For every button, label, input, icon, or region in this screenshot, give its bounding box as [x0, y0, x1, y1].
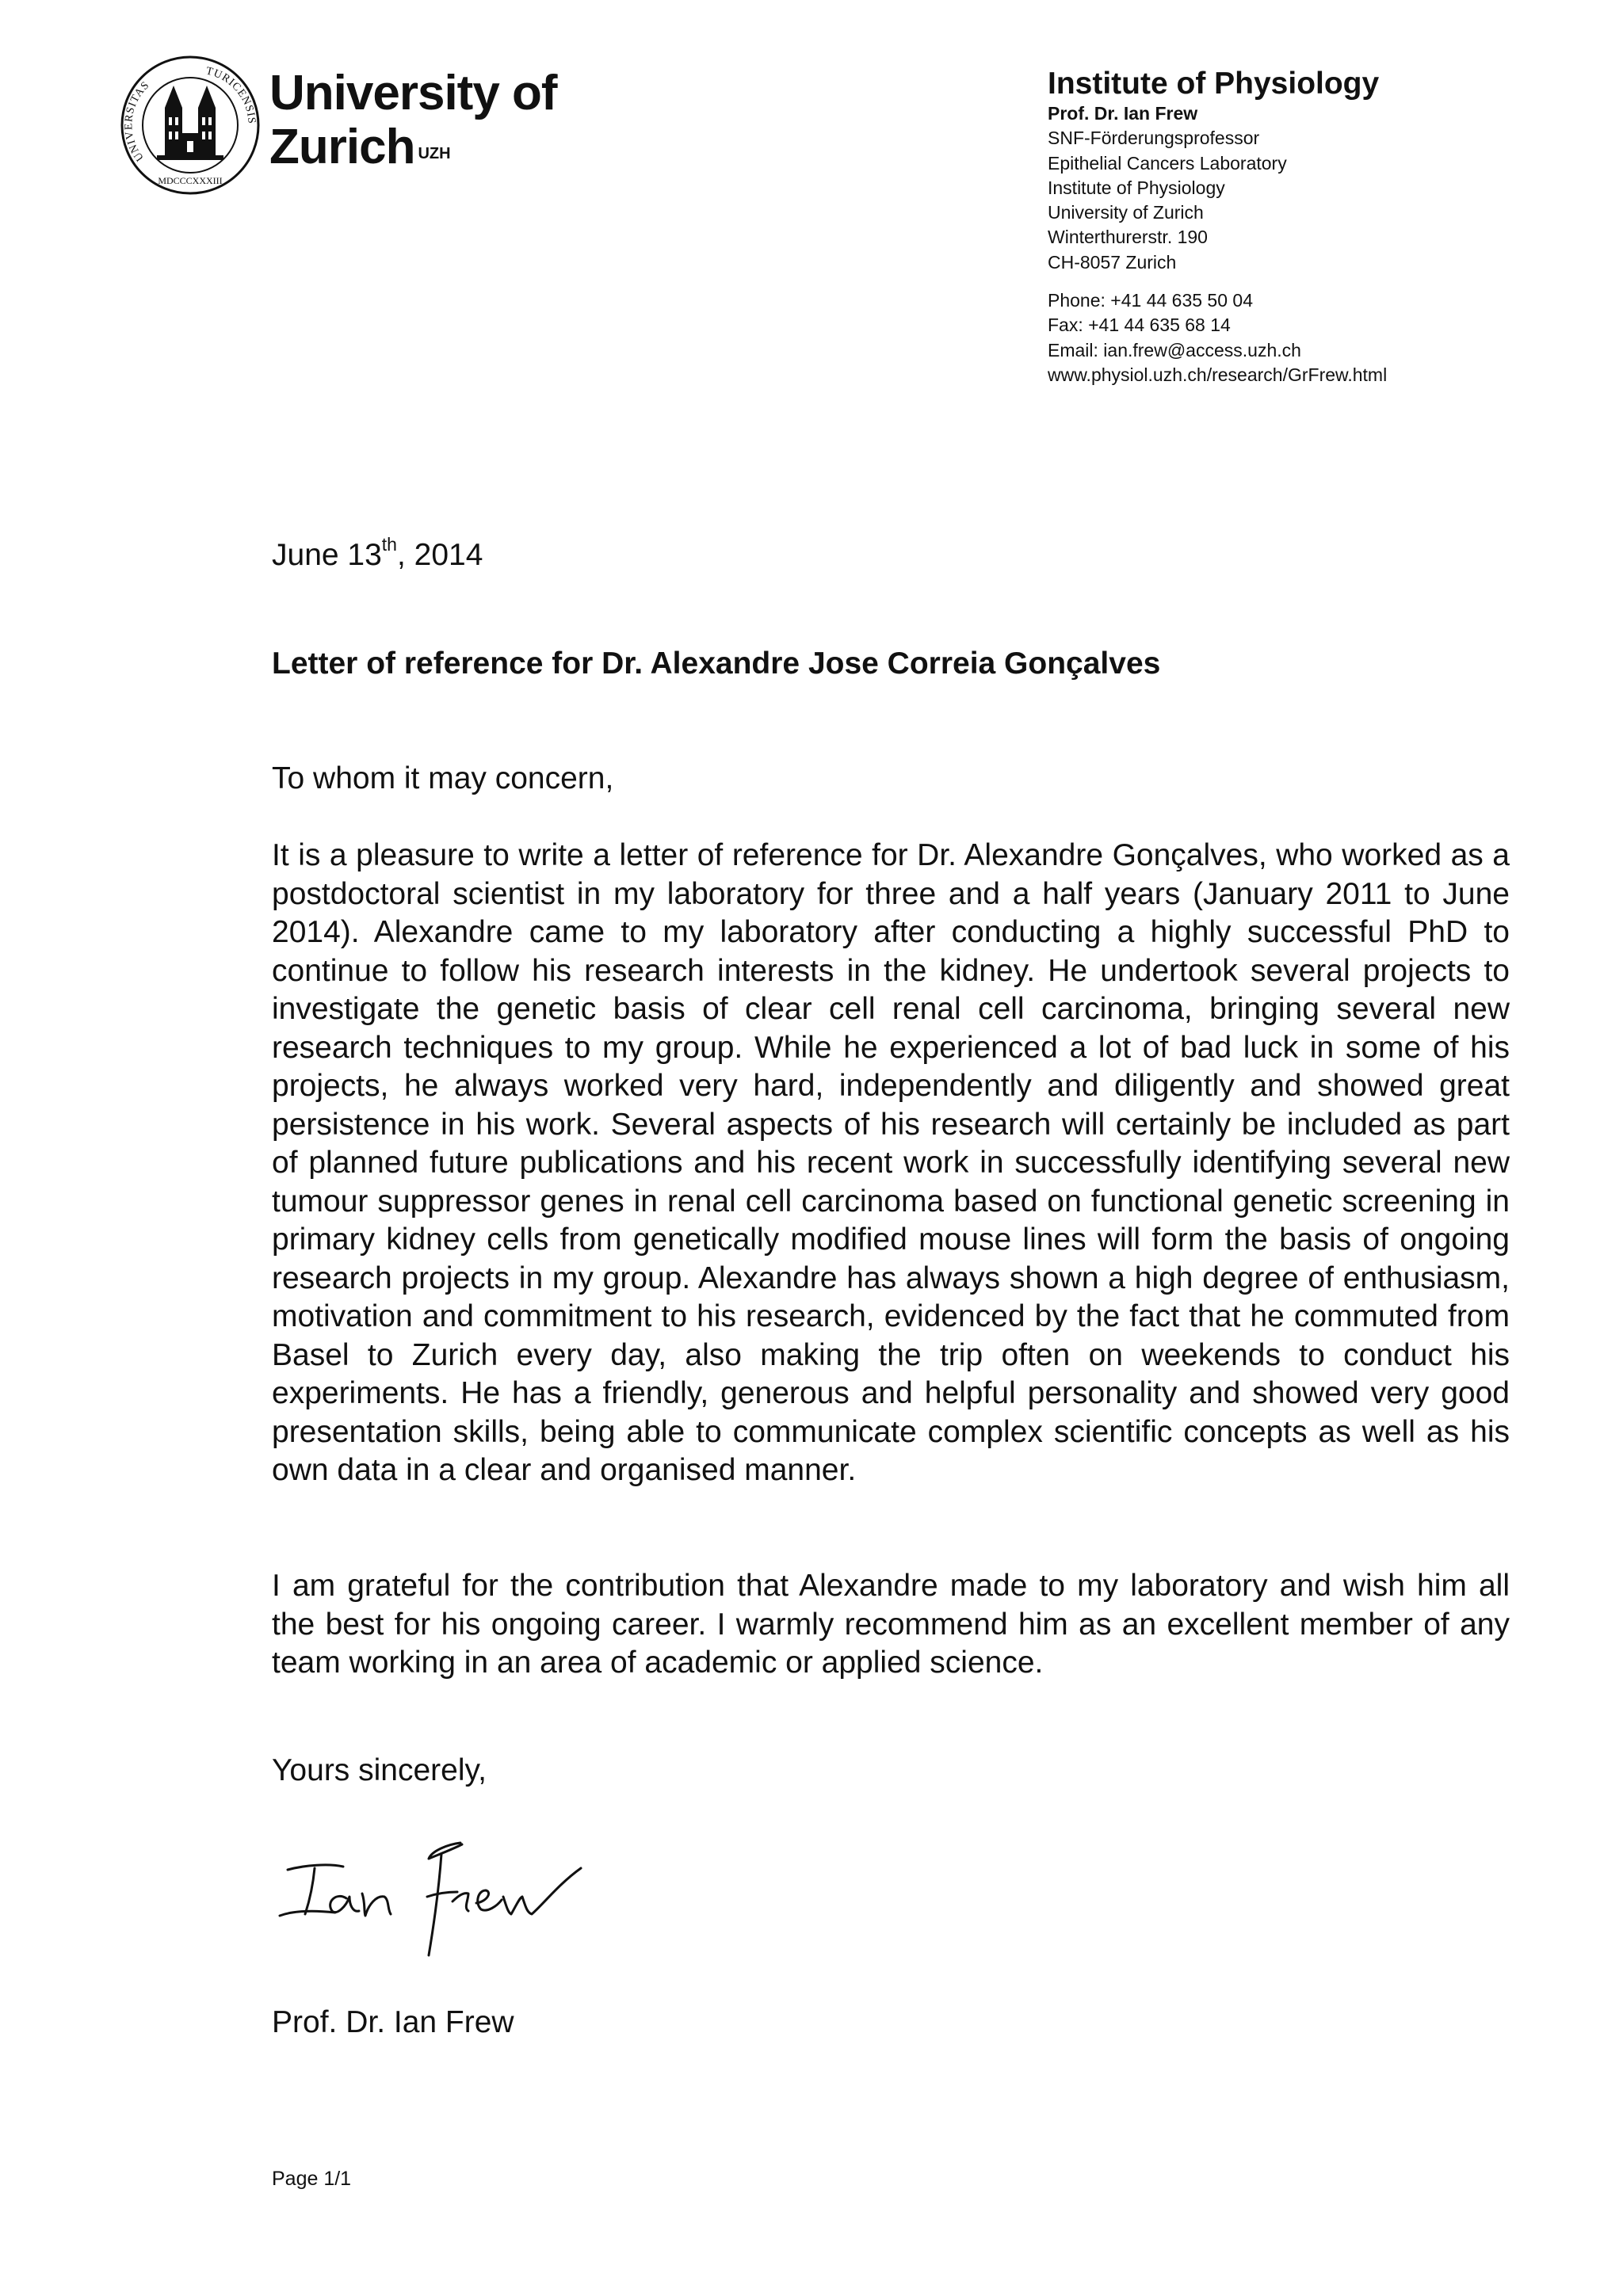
institute-position: SNF-Förderungsprofessor: [1048, 128, 1260, 149]
date-suffix: th: [381, 534, 397, 555]
letter-closing: Yours sincerely,: [272, 1753, 487, 1787]
institute-email: Email: ian.frew@access.uzh.ch: [1048, 339, 1301, 360]
institute-phone: Phone: +41 44 635 50 04: [1048, 290, 1253, 311]
page-number: Page 1/1: [272, 2168, 352, 2190]
date-day: June 13: [272, 538, 382, 572]
signer-name: Prof. Dr. Ian Frew: [272, 2005, 514, 2039]
institute-address-block: [1048, 67, 1602, 387]
letter-paragraph-2: I am grateful for the contribution that Alexandre made to my laboratory and wish him all the best for his ongoing career. I warmly recommend him as an excellent member of any team working in an area of academic or applied science.: [272, 1569, 1510, 1680]
seal-text-left: UNIVERSITAS: [123, 78, 152, 163]
institute-street: Winterthurerstr. 190: [1048, 227, 1208, 248]
letter-paragraph-1: It is a pleasure to write a letter of reference for Dr. Alexandre Gonçalves, who worked as a postdoctoral scientist in my laboratory for three and a half years (January 2011 to June 2014). Alexandre came to my laboratory after conducting a highly successful PhD to continue to follow his research interests in the kidney. He undertook several projects to investigate the genetic basis of clear cell renal cell carcinoma, bringing several new research techniques to my group. While he experienced a lot of bad luck in some of his projects, he always worked very hard, independently and diligently and showed great persistence in his work. Several aspects of his research will certainly be included as part of planned future publications and his recent work in successfully identifying several new tumour suppressor genes in renal cell carcinoma based on functional genetic screening in primary kidney cells from genetically modified mouse lines will form the basis of ongoing research projects in my group. Alexandre has always shown a high degree of enthusiasm, motivation and commitment to his research, evidenced by the fact that he commuted from Basel to Zurich every day, also making the trip often on weekends to conduct his experiments. He has a friendly, generous and helpful personality and showed very good presentation skills, being able to communicate complex scientific concepts as well as his own data in a clear and organised manner.: [272, 838, 1510, 1487]
institute-website: www.physiol.uzh.ch/research/GrFrew.html: [1048, 364, 1388, 385]
institute-lab: Epithelial Cancers Laboratory: [1048, 152, 1287, 174]
institute-city: CH-8057 Zurich: [1048, 251, 1177, 273]
university-wordmark: [269, 67, 557, 174]
institute-dept: Institute of Physiology: [1048, 177, 1225, 198]
wordmark-line2: [269, 120, 557, 174]
seal-year: MDCCCXXXIII: [158, 175, 223, 186]
wordmark-line1: University of: [269, 66, 557, 120]
institute-professor-name: Prof. Dr. Ian Frew: [1048, 103, 1198, 124]
letter-salutation: To whom it may concern,: [272, 761, 614, 795]
institute-title: Institute of Physiology: [1048, 67, 1380, 101]
institute-fax: Fax: +41 44 635 68 14: [1048, 315, 1231, 336]
seal-text-right: TURICENSIS: [204, 65, 258, 125]
wordmark-zurich: Zurich: [269, 120, 415, 174]
university-seal-logo: [119, 54, 262, 196]
handwritten-signature: [273, 1836, 590, 1963]
wordmark-uzh: UZH: [418, 145, 451, 162]
institute-university: University of Zurich: [1048, 202, 1204, 223]
date-year: , 2014: [396, 538, 483, 572]
letter-date: [272, 529, 483, 574]
letter-subject: Letter of reference for Dr. Alexandre Jose Correia Gonçalves: [272, 646, 1161, 681]
